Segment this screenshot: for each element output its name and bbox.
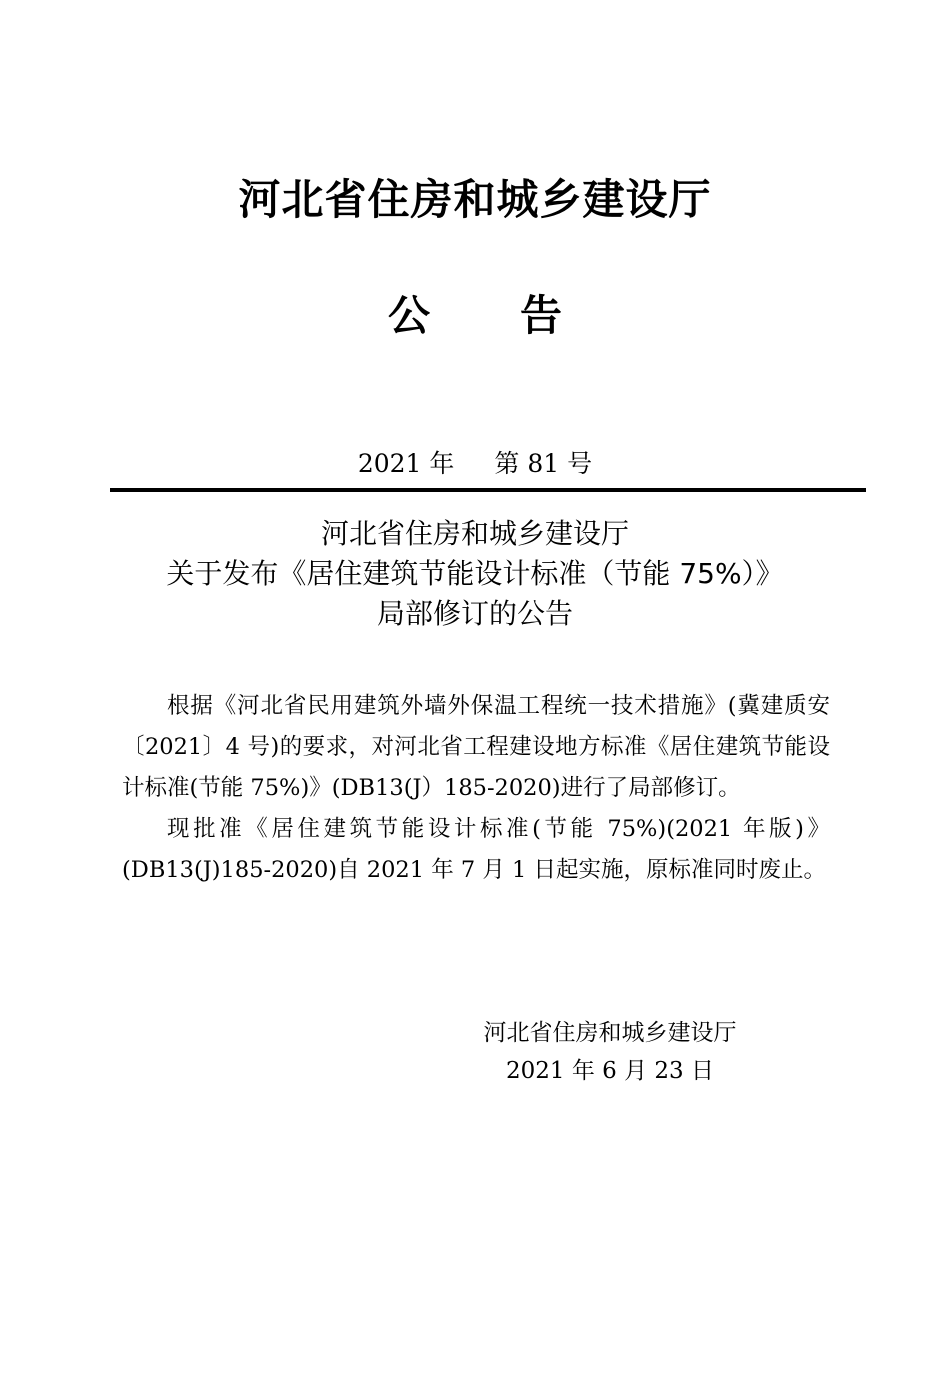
header-divider [110, 488, 866, 492]
body-paragraph-2: 现批准《居住建筑节能设计标准(节能 75%)(2021 年版)》(DB13(J)185-2020)自 2021 年 7 月 1 日起实施，原标准同时废止。 [122, 816, 830, 883]
document-type-heading [388, 288, 562, 344]
signature-block [430, 1014, 790, 1090]
issuer-heading: 河北省住房和城乡建设厅 [238, 175, 712, 224]
announcement-body [122, 686, 830, 891]
document-type-char-2: 告 [519, 291, 562, 340]
title-line-2: 关于发布《居住建筑节能设计标准（节能 75%）》 [166, 557, 784, 590]
document-serial-number: 第 81 号 [494, 449, 593, 478]
document-number [0, 446, 950, 482]
title-line-3: 局部修订的公告 [376, 597, 573, 630]
signature-issuer: 河北省住房和城乡建设厅 [483, 1020, 737, 1046]
title-line-1: 河北省住房和城乡建设厅 [320, 517, 629, 550]
signature-date: 2021 年 6 月 23 日 [506, 1058, 714, 1084]
document-type-char-1: 公 [388, 291, 431, 340]
announcement-title [0, 514, 950, 634]
body-paragraph-1: 根据《河北省民用建筑外墙外保温工程统一技术措施》(冀建质安〔2021〕4 号)的要求，对河北省工程建设地方标准《居住建筑节能设计标准(节能 75%)》(DB13(J）185-2020)进行了局部修订。 [122, 693, 830, 801]
document-year: 2021 年 [357, 449, 455, 478]
